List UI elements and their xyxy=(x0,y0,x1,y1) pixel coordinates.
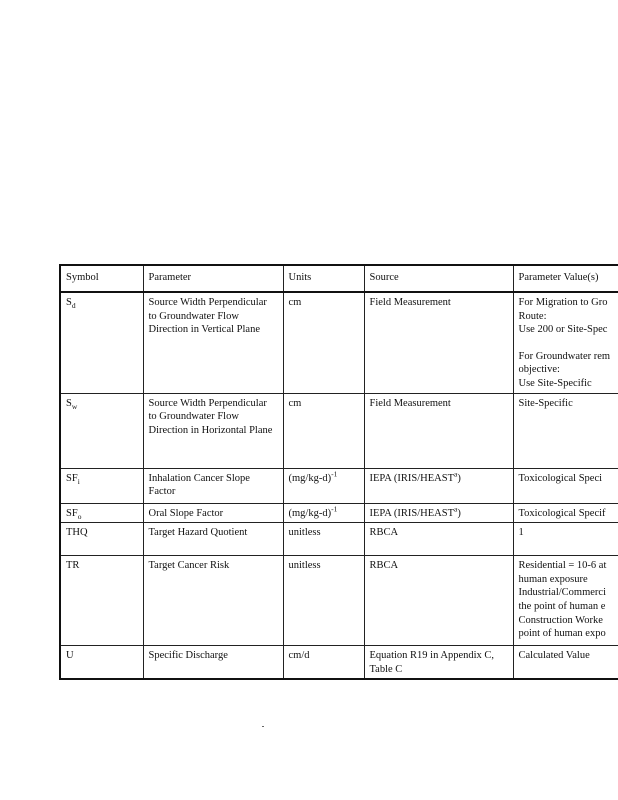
table-row xyxy=(60,556,618,646)
header-value: Parameter Value(s) xyxy=(513,265,618,292)
cell-symbol: U xyxy=(60,646,143,680)
cell-symbol: $SF_i$ xyxy=(60,468,143,503)
cell-source: Field Measurement xyxy=(364,393,513,468)
table-row xyxy=(60,292,618,393)
cell-parameter: Target Hazard Quotient xyxy=(143,523,283,556)
cell-parameter: Oral Slope Factor xyxy=(143,503,283,523)
header-units: Units xyxy=(283,265,364,292)
cell-value: Toxicological Specif xyxy=(513,503,618,523)
table-header-row xyxy=(60,265,618,292)
cell-parameter: Target Cancer Risk xyxy=(143,556,283,646)
cell-units: unitless xyxy=(283,556,364,646)
header-parameter: Parameter xyxy=(143,265,283,292)
cell-symbol: THQ xyxy=(60,523,143,556)
cell-units: $(mg/kg-d)^{-1}$ xyxy=(283,503,364,523)
parameter-table-container xyxy=(59,264,618,680)
parameter-table xyxy=(59,264,618,680)
cell-value: Calculated Value xyxy=(513,646,618,680)
table-row xyxy=(60,393,618,468)
cell-symbol: $S_w$ xyxy=(60,393,143,468)
cell-source: IEPA (IRIS/HEAST$^a$) xyxy=(364,503,513,523)
cell-symbol: TR xyxy=(60,556,143,646)
table-row xyxy=(60,523,618,556)
cell-source: RBCA xyxy=(364,523,513,556)
cell-units: cm xyxy=(283,393,364,468)
scan-speck xyxy=(262,726,264,727)
cell-units: $(mg/kg-d)^{-1}$ xyxy=(283,468,364,503)
cell-parameter: Inhalation Cancer Slope Factor xyxy=(143,468,283,503)
cell-source: RBCA xyxy=(364,556,513,646)
cell-value: Site-Specific xyxy=(513,393,618,468)
cell-units: unitless xyxy=(283,523,364,556)
header-source: Source xyxy=(364,265,513,292)
cell-units: cm/d xyxy=(283,646,364,680)
cell-source: IEPA (IRIS/HEAST$^a$) xyxy=(364,468,513,503)
cell-value: 1 xyxy=(513,523,618,556)
cell-source: Field Measurement xyxy=(364,292,513,393)
cell-units: cm xyxy=(283,292,364,393)
cell-symbol: $S_d$ xyxy=(60,292,143,393)
cell-value: Toxicological Speci xyxy=(513,468,618,503)
table-row xyxy=(60,468,618,503)
header-symbol: Symbol xyxy=(60,265,143,292)
cell-source: Equation R19 in Appendix C, Table C xyxy=(364,646,513,680)
cell-parameter: Specific Discharge xyxy=(143,646,283,680)
table-row xyxy=(60,503,618,523)
cell-value: For Migration to Gro Route: Use 200 or Site-Spec For Groundwater rem objective: Use Site-Specific xyxy=(513,292,618,393)
cell-symbol: $SF_o$ xyxy=(60,503,143,523)
cell-value: Residential = 10-6 at human exposure Industrial/Commerci the point of human e Construction Worke point of human expo xyxy=(513,556,618,646)
cell-parameter: Source Width Perpendicular to Groundwater Flow Direction in Vertical Plane xyxy=(143,292,283,393)
table-row xyxy=(60,646,618,680)
cell-parameter: Source Width Perpendicular to Groundwater Flow Direction in Horizontal Plane xyxy=(143,393,283,468)
